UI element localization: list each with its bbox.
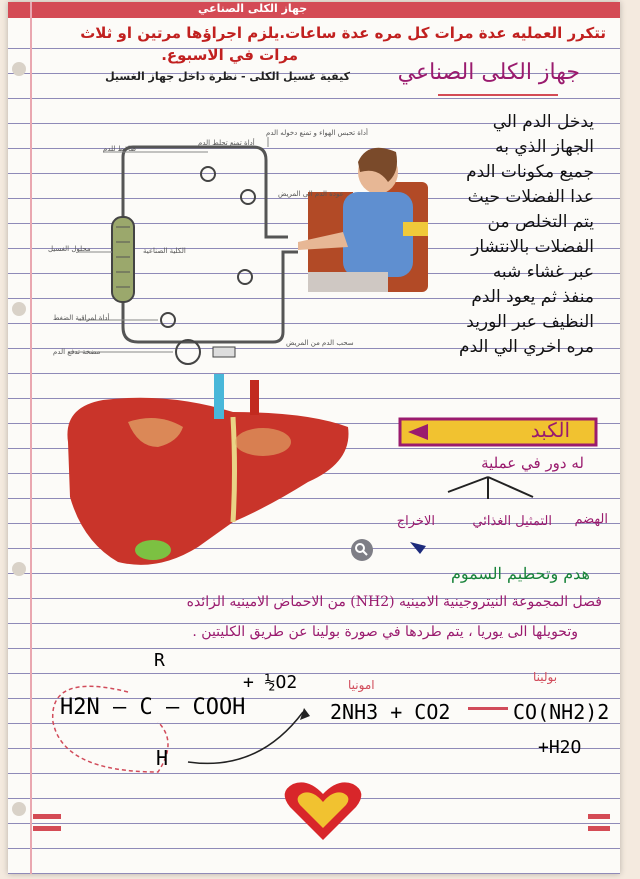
label-pump: مضخة تدفع الدم — [53, 348, 101, 356]
artificial-kidney-icon — [112, 217, 134, 302]
eq-h: H — [156, 746, 169, 770]
eq-ammonia-label: امونيا — [348, 678, 375, 692]
eq-left: H2N – C – COOH — [60, 695, 246, 720]
liver-role-digestion: الهضم — [574, 512, 608, 527]
search-lens-icon — [351, 539, 373, 561]
description-line: الجهاز الذي به — [495, 137, 594, 157]
eq-r: R — [154, 650, 165, 671]
description-line: الفضلات بالانتشار — [471, 237, 594, 257]
description-line: يدخل الدم الي — [492, 112, 594, 132]
label-blood-return: عودة الدم الى المريض — [278, 190, 344, 198]
label-anti-clot: أداة تمنع تجلط الدم — [198, 139, 255, 147]
figure-caption: كيفية غسيل الكلى - نظرة داخل جهاز الغسيل — [105, 70, 350, 83]
label-artificial-kidney: الكلية الصناعية — [143, 247, 186, 255]
pump-icon — [176, 340, 200, 364]
intro-line-1: تتكرر العمليه عدة مرات كل مره عدة ساعات.يلزم اجراؤها مرتين او ثلاث — [80, 24, 606, 42]
description-line: منفذ ثم يعود الدم — [471, 287, 594, 307]
eq-arrow — [468, 707, 508, 710]
description-block — [434, 110, 594, 360]
description-line: عدا الفضلات حيث — [467, 187, 594, 207]
notebook-page — [8, 2, 620, 874]
eq-product: CO(NH2)2 — [513, 700, 610, 724]
description-line: جميع مكونات الدم — [466, 162, 594, 182]
note-line-2: فصل المجموعة النيتروجينية الامينيه (NH2) من الاحماض الامينيه الزائده — [186, 594, 602, 610]
description-line: النظيف عبر الوريد — [466, 312, 594, 332]
patient-illustration — [298, 148, 428, 292]
label-pressure-monitor: أداة لمراقبة الضغط — [53, 314, 110, 322]
label-dialysate: محلول الغسيل — [48, 245, 91, 253]
liver-role-metabolism: التمثيل الغذائي — [472, 514, 552, 529]
gallbladder-icon — [135, 540, 171, 560]
eq-water: +H2O — [538, 737, 582, 758]
label-air-trap: أداة تحبس الهواء و تمنع دخوله الدم — [266, 129, 368, 137]
heart-icon — [285, 782, 362, 840]
liver-role-excretion: الاخراج — [396, 514, 435, 529]
intro-line-2: مرات في الاسبوع. — [161, 46, 298, 64]
label-blood-draw: سحب الدم من المريض — [286, 339, 354, 347]
description-line: مره اخري الي الدم — [459, 337, 594, 357]
note-line-1: هدم وتحطيم السموم — [450, 564, 590, 583]
eq-urea-label: بولينا — [533, 670, 558, 684]
liver-illustration — [67, 374, 348, 565]
liver-heading: الكبد — [530, 418, 570, 442]
page-title: جهاز الكلى الصناعي — [397, 60, 580, 85]
liver-subheading: له دور في عملية — [481, 454, 584, 472]
note-line-3: وتحويلها الى يوريا ، يتم طردها في صورة بولينا عن طريق الكليتين . — [192, 624, 578, 640]
eq-oxygen: + ½O2 — [243, 672, 298, 693]
label-blood-pressure: ضاغط للدم — [103, 145, 137, 153]
tab-title: جهاز الكلى الصناعي — [198, 2, 308, 15]
description-line: يتم التخلص من — [487, 212, 594, 232]
eq-middle: 2NH3 + CO2 — [330, 700, 451, 724]
description-line: عبر غشاء شبه — [492, 262, 594, 282]
